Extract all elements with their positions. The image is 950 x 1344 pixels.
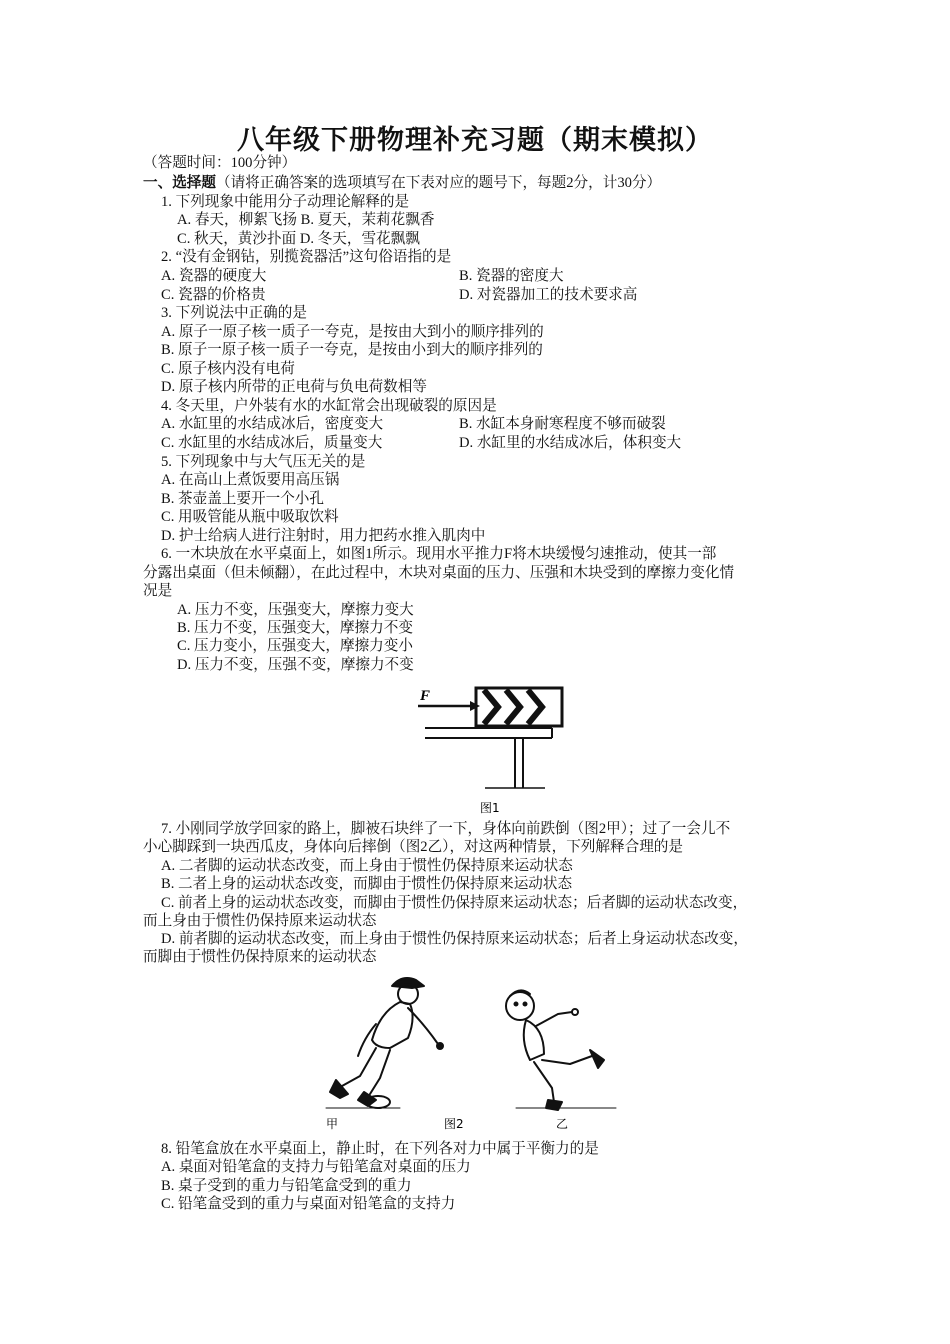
q5-option-c: C. 用吸管能从瓶中吸取饮料 [161, 509, 339, 525]
q7-option-d-line-2: 而脚由于惯性仍保持原来的运动状态 [143, 949, 377, 965]
q1-options-line-1: A. 春天，柳絮飞扬 B. 夏天，茉莉花飘香 [177, 212, 435, 228]
q1-options-line-2: C. 秋天，黄沙扑面 D. 冬天，雪花飘飘 [177, 231, 420, 247]
q7-option-a: A. 二者脚的运动状态改变，而上身由于惯性仍保持原来运动状态 [161, 858, 573, 874]
q8-stem: 8. 铅笔盒放在水平桌面上，静止时，在下列各对力中属于平衡力的是 [161, 1141, 599, 1157]
figure-2 [320, 968, 630, 1133]
slipping-boy-illustration [506, 990, 616, 1110]
section-heading-line [143, 174, 661, 192]
figure-2-label-a: 甲 [326, 1117, 339, 1131]
q4-option-b: B. 水缸本身耐寒程度不够而破裂 [459, 416, 666, 432]
q2-option-c: C. 瓷器的价格贵 [161, 287, 266, 303]
q5-option-b: B. 茶壶盖上要开一个小孔 [161, 491, 324, 507]
q3-option-d: D. 原子核内所带的正电荷与负电荷数相等 [161, 379, 427, 395]
q3-option-c: C. 原子核内没有电荷 [161, 361, 295, 377]
q2-option-b: B. 瓷器的密度大 [459, 268, 564, 284]
q1-stem: 1. 下列现象中能用分子动理论解释的是 [161, 194, 410, 210]
q6-stem-line-1: 6. 一木块放在水平桌面上，如图1所示。现用水平推力F将木块缓慢匀速推动，使其一部 [161, 546, 717, 562]
figure-2-caption: 图2 [444, 1117, 464, 1131]
q4-stem: 4. 冬天里，户外装有水的水缸常会出现破裂的原因是 [161, 398, 497, 414]
q7-stem-line-2: 小心脚踩到一块西瓜皮，身体向后摔倒（图2乙），对这两种情景，下列解释合理的是 [143, 839, 683, 855]
q4-option-c: C. 水缸里的水结成冰后，质量变大 [161, 435, 383, 451]
q7-option-d-line-1: D. 前者脚的运动状态改变，而上身由于惯性仍保持原来运动状态；后者上身运动状态改变， [161, 931, 748, 947]
q7-option-c-line-2: 而上身由于惯性仍保持原来运动状态 [143, 913, 377, 929]
q5-option-a: A. 在高山上煮饭要用高压锅 [161, 472, 340, 488]
q5-stem: 5. 下列现象中与大气压无关的是 [161, 454, 366, 470]
q7-option-b: B. 二者上身的运动状态改变，而脚由于惯性仍保持原来运动状态 [161, 876, 573, 892]
section-heading: 一、选择题 [143, 175, 216, 191]
q6-option-d: D. 压力不变，压强不变，摩擦力不变 [177, 657, 414, 673]
page-title: 八年级下册物理补充习题（期末模拟） [237, 125, 713, 156]
q3-option-a: A. 原子一原子核一质子一夸克，是按由大到小的顺序排列的 [161, 324, 544, 340]
q6-stem-line-3: 况是 [143, 583, 173, 599]
q8-option-b: B. 桌子受到的重力与铅笔盒受到的重力 [161, 1178, 412, 1194]
figure-1 [410, 680, 570, 815]
q6-option-a: A. 压力不变，压强变大，摩擦力变大 [177, 602, 414, 618]
figure-2-label-b: 乙 [556, 1117, 569, 1131]
q6-option-c: C. 压力变小，压强变大，摩擦力变小 [177, 638, 413, 654]
q2-option-d: D. 对瓷器加工的技术要求高 [459, 287, 638, 303]
q3-option-b: B. 原子一原子核一质子一夸克，是按由小到大的顺序排列的 [161, 342, 543, 358]
section-instructions: （请将正确答案的选项填写在下表对应的题号下，每题2分，计30分） [215, 175, 662, 191]
figure-1-caption: 图1 [480, 801, 500, 815]
q6-stem-line-2: 分露出桌面（但未倾翻），在此过程中，木块对桌面的压力、压强和木块受到的摩擦力变化情 [143, 565, 735, 581]
q4-option-d: D. 水缸里的水结成冰后，体积变大 [459, 435, 682, 451]
q7-stem-line-1: 7. 小刚同学放学回家的路上，脚被石块绊了一下，身体向前跌倒（图2甲）；过了一会儿不 [161, 821, 731, 837]
tripping-boy-illustration [326, 978, 443, 1108]
q8-option-a: A. 桌面对铅笔盒的支持力与铅笔盒对桌面的压力 [161, 1159, 471, 1175]
force-label: F [420, 688, 431, 704]
q2-option-a: A. 瓷器的硬度大 [161, 268, 267, 284]
q8-option-c: C. 铅笔盒受到的重力与桌面对铅笔盒的支持力 [161, 1196, 456, 1212]
q4-option-a: A. 水缸里的水结成冰后，密度变大 [161, 416, 384, 432]
q5-option-d: D. 护士给病人进行注射时，用力把药水推入肌肉中 [161, 528, 486, 544]
q2-stem: 2. “没有金钢钻，别揽瓷器活”这句俗语指的是 [161, 249, 452, 265]
time-note: （答题时间：100分钟） [143, 155, 297, 171]
q3-stem: 3. 下列说法中正确的是 [161, 305, 307, 321]
q7-option-c-line-1: C. 前者上身的运动状态改变，而脚由于惯性仍保持原来运动状态；后者脚的运动状态改变， [161, 895, 748, 911]
q6-option-b: B. 压力不变，压强变大，摩擦力不变 [177, 620, 413, 636]
